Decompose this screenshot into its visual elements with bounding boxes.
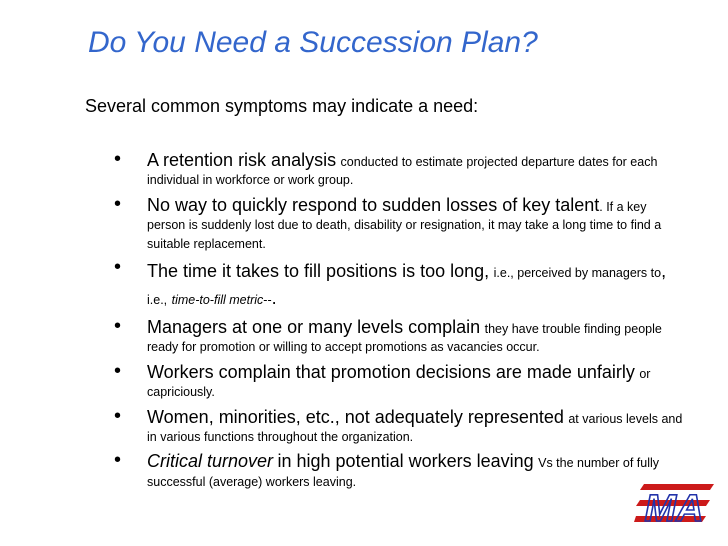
item-detail: Vs the number of fully successful (average) workers leaving. <box>147 456 660 489</box>
item-detail: they have trouble finding people ready for promotion or willing to accept promotions as vacancies occur. <box>147 321 662 355</box>
slide-title: Do You Need a Succession Plan? <box>88 26 538 59</box>
symptom-list <box>114 150 684 496</box>
item-heading: Managers at one or many levels complain <box>147 316 481 337</box>
bullet-icon: • <box>114 404 122 427</box>
list-item <box>114 314 684 357</box>
item-heading: A retention risk analysis <box>147 150 337 170</box>
item-detail: conducted to estimate projected departure dates for each individual in workforce or work group. <box>147 155 658 188</box>
logo-letters: MA <box>644 488 704 530</box>
item-heading: No way to quickly respond to sudden losses of key talent <box>147 194 600 215</box>
item-heading-italic: Critical turnover <box>147 451 274 472</box>
item-heading: in high potential workers leaving <box>277 451 534 472</box>
list-item <box>114 451 684 491</box>
bullet-icon: • <box>114 192 122 215</box>
item-detail-metric: time-to-fill metric <box>171 292 264 307</box>
list-item <box>114 255 684 312</box>
list-item <box>114 192 684 253</box>
item-detail: i.e., perceived by managers to <box>493 265 662 280</box>
item-detail: or capriciously. <box>147 366 651 400</box>
item-detail: at various levels and in various functions throughout the organization. <box>147 411 683 444</box>
item-detail-ie: i.e., <box>147 292 168 307</box>
item-comma: , <box>661 260 667 281</box>
bullet-icon: • <box>114 449 122 472</box>
ma-logo <box>634 476 716 532</box>
bullet-icon: • <box>114 314 122 337</box>
bullet-icon: • <box>114 255 122 278</box>
bullet-icon: • <box>114 148 122 170</box>
slide-subtitle: Several common symptoms may indicate a need: <box>85 96 479 116</box>
list-item <box>114 359 684 402</box>
item-detail-dash: -- <box>263 292 272 307</box>
item-heading: The time it takes to fill positions is too long, <box>147 260 490 281</box>
item-detail: . If a key person is suddenly lost due to death, disability or resignation, it may take a long time to find a suitable replacement. <box>147 199 662 251</box>
list-item <box>114 150 684 190</box>
bullet-icon: • <box>114 359 122 382</box>
item-heading: Women, minorities, etc., not adequately represented <box>147 406 564 427</box>
item-period: . <box>271 287 277 308</box>
list-item <box>114 404 684 447</box>
item-heading: Workers complain that promotion decisions are made unfairly <box>147 361 635 382</box>
